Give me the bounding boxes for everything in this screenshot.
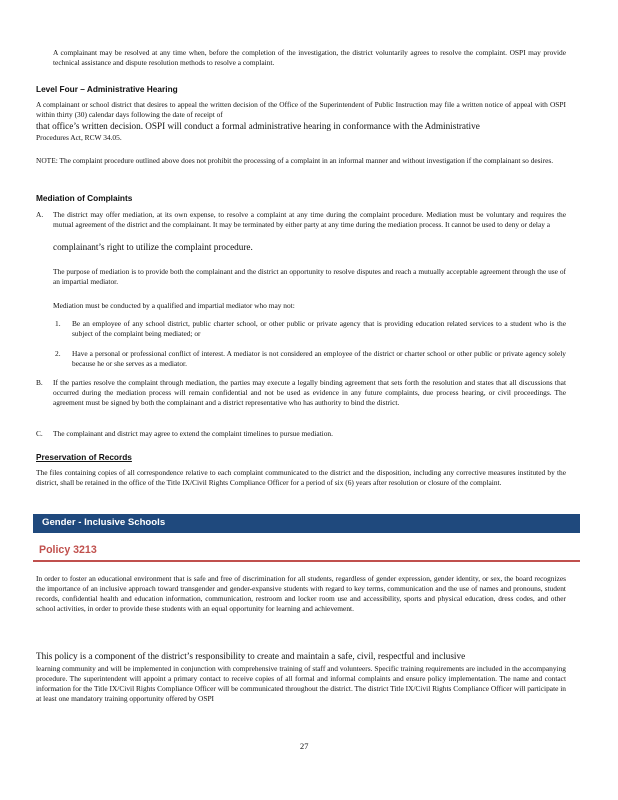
item-b-text: If the parties resolve the complaint through mediation, the parties may execute a legally binding agreement that sets forth the resolution and states that all discussions that occurred during the mediation process will remain confidential and not be used as evidence in any future complaints, due process hearing, or civil proceedings. The agreement must be signed by both the complainant and a district representative who has authority to bind the district. [53,378,566,408]
policy-number: Policy 3213 [39,544,97,556]
gender-paragraph-1: In order to foster an educational environment that is safe and free of discrimination for all students, regardless of gender expression, gender identity, or sex, the board recognizes the importance of an inclusive approach toward transgender and gender-expansive students with regard to key terms, communication and the use of names and pronouns, student records, confidential health and education information, communication, restroom and locker room use and accessibility, sports and physical education, dress codes, and other school activities, in order to provide these students with an equal opportunity for learning and achievement. [36,574,566,614]
level-four-paragraph: A complainant or school district that desires to appeal the written decision of the Office of the Superintendent of Public Instruction may file a written notice of appeal with OSPI within thirty (30) calendar days following the date of receipt of [36,100,566,120]
sub-item-2-text: Have a personal or professional conflict of interest. A mediator is not considered an employee of the district or charter school or other public or private agency solely because he or she serves as a mediator. [72,349,566,369]
item-c-label: C. [36,429,43,438]
note-paragraph: NOTE: The complaint procedure outlined above does not prohibit the processing of a complaint in an informal manner and without investigation if the complainant so desires. [36,156,554,165]
level-four-end: Procedures Act, RCW 34.05. [36,133,122,142]
mediation-purpose: The purpose of mediation is to provide both the complainant and the district an opportunity to resolve disputes and reach a mutually acceptable agreement through the use of an impartial mediator. [53,267,566,287]
section-banner [33,514,580,533]
item-a-emphasis: complainant’s right to utilize the complaint procedure. [53,242,253,252]
mediation-conducted: Mediation must be conducted by a qualified and impartial mediator who may not: [53,301,295,310]
item-a-label: A. [36,210,44,219]
level-four-heading: Level Four – Administrative Hearing [36,84,178,94]
level-four-emphasis: that office’s written decision. OSPI will conduct a formal administrative hearing in conformance with the Administrative [36,121,480,131]
page-number: 27 [300,742,309,751]
gender-paragraph-2: learning community and will be implemented in conjunction with comprehensive training of staff and volunteers. Specific training requirements are included in the accompanying procedure. The superintendent will appoint a primary contact to receive copies of all formal and informal complaints and ensure policy implementation. The name and contact information for the Title IX/Civil Rights Compliance Officer will be communicated throughout the district. The district Title IX/Civil Rights Compliance Officer will participate in at least one mandatory training opportunity offered by OSPI [36,664,566,704]
mediation-heading: Mediation of Complaints [36,193,133,203]
gender-paragraph-2-emphasis: This policy is a component of the district’s responsibility to create and maintain a safe, civil, respectful and inclusive [36,651,466,661]
item-a-text: The district may offer mediation, at its own expense, to resolve a complaint at any time during the complaint procedure. Mediation must be voluntary and requires the mutual agreement of the district and the complainant. It may be terminated by either party at any time during the mediation process. It cannot be used to deny or delay a [53,210,566,230]
item-c-text: The complainant and district may agree to extend the complaint timelines to pursue mediation. [53,429,333,438]
policy-divider [33,560,580,562]
item-b-label: B. [36,378,43,387]
records-paragraph: The files containing copies of all correspondence relative to each complaint communicated to the district and the disposition, including any corrective measures instituted by the district, shall be retained in the office of the Title IX/Civil Rights Compliance Officer for a period of six (6) years after resolution or closure of the complaint. [36,468,566,488]
resolution-paragraph: A complainant may be resolved at any time when, before the completion of the investigation, the district voluntarily agrees to resolve the complaint. OSPI may provide technical assistance and dispute resolution methods to resolve a complaint. [53,48,566,68]
sub-item-1-label: 1. [55,319,61,328]
records-heading: Preservation of Records [36,452,132,462]
section-banner-title: Gender - Inclusive Schools [42,517,166,528]
sub-item-2-label: 2. [55,349,61,358]
sub-item-1-text: Be an employee of any school district, public charter school, or other public or private agency that is providing education related services to a student who is the subject of the complaint being mediated; or [72,319,566,339]
